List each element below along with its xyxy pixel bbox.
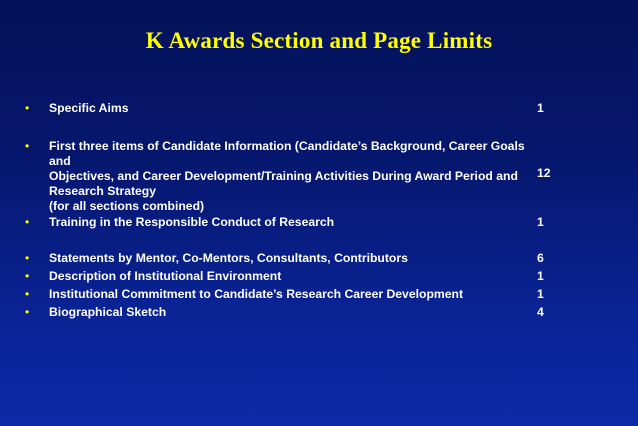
item-page-limit: 1 <box>537 269 544 283</box>
bullet-icon: • <box>25 215 30 229</box>
bullet-icon: • <box>25 269 30 283</box>
item-page-limit: 1 <box>537 287 544 301</box>
item-label: Statements by Mentor, Co-Mentors, Consultants, Contributors <box>49 251 408 265</box>
item-label: Specific Aims <box>49 101 129 115</box>
item-page-limit: 4 <box>537 305 544 319</box>
bullet-icon: • <box>25 287 30 301</box>
item-label: Institutional Commitment to Candidate’s Research Career Development <box>49 287 464 301</box>
item-page-limit: 1 <box>537 215 544 229</box>
bullet-icon: • <box>25 101 30 115</box>
item-label: Training in the Responsible Conduct of Research <box>49 215 335 229</box>
bullet-icon: • <box>25 251 30 265</box>
bullet-icon: • <box>25 305 30 319</box>
item-page-limit: 6 <box>537 251 544 265</box>
item-page-limit: 12 <box>537 166 551 180</box>
bullet-icon: • <box>25 139 30 153</box>
item-label: Biographical Sketch <box>49 305 167 319</box>
item-page-limit: 1 <box>537 101 544 115</box>
slide-title: K Awards Section and Page Limits <box>145 28 493 53</box>
item-label: First three items of Candidate Information (Candidate’s Background, Career Goals and Objectives, and Career Development/Training Activities During Award Period and Research Strategy (for all sections combined) <box>49 139 525 213</box>
item-label: Description of Institutional Environment <box>49 269 282 283</box>
